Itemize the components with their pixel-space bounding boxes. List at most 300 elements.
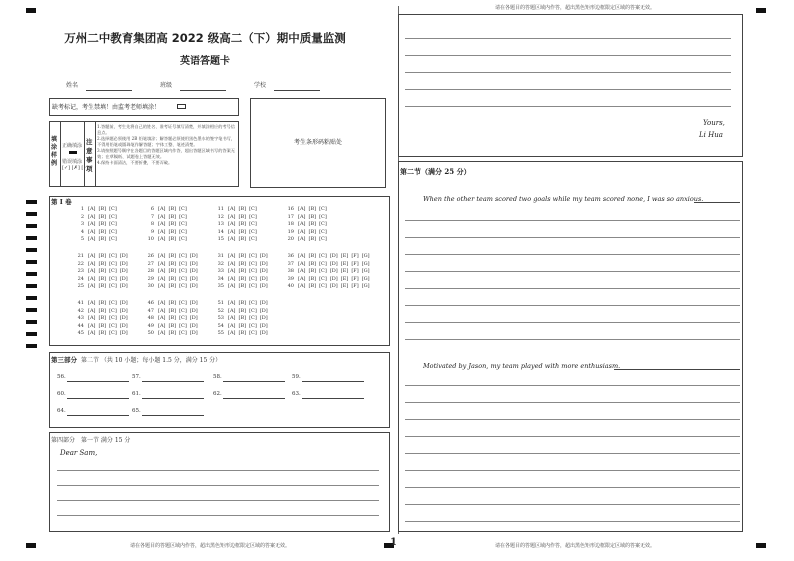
answer-bubble[interactable]: [A]	[88, 315, 96, 321]
answer-bubble[interactable]: [A]	[88, 268, 96, 274]
answer-bubble[interactable]: [D]	[119, 268, 128, 274]
answer-bubble[interactable]: [C]	[179, 213, 187, 220]
answer-bubble[interactable]: [C]	[249, 268, 257, 274]
answer-bubble[interactable]: [B]	[238, 322, 247, 329]
answer-bubble[interactable]: [A]	[88, 236, 96, 242]
answer-bubble[interactable]: [C]	[109, 330, 117, 336]
answer-bubble[interactable]: [A]	[228, 315, 236, 321]
question-number: 39	[287, 275, 294, 282]
answer-bubble[interactable]: [C]	[319, 260, 327, 267]
writing-line[interactable]	[405, 271, 740, 272]
answer-bubble[interactable]: [G]	[361, 260, 370, 267]
answer-bubble[interactable]: [C]	[319, 221, 327, 227]
answer-bubble[interactable]: [D]	[189, 275, 198, 282]
answer-bubble[interactable]: [B]	[168, 315, 177, 321]
answer-bubble[interactable]: [C]	[109, 300, 117, 306]
answer-bubble[interactable]: [C]	[109, 322, 117, 329]
answer-bubble[interactable]: [A]	[88, 206, 96, 212]
answer-bubble[interactable]: [D]	[119, 283, 128, 289]
answer-bubble[interactable]: [B]	[98, 275, 107, 282]
mcq-question-row	[214, 214, 260, 220]
answer-bubble[interactable]: [C]	[319, 213, 327, 220]
answer-bubble[interactable]: [G]	[361, 283, 370, 289]
answer-bubble[interactable]: [A]	[228, 236, 236, 242]
answer-bubble[interactable]: [C]	[179, 228, 187, 235]
answer-bubble[interactable]: [E]	[340, 253, 349, 259]
answer-bubble[interactable]: [B]	[98, 315, 107, 321]
answer-bubble[interactable]: [D]	[259, 300, 268, 306]
answer-bubble[interactable]: [C]	[109, 228, 117, 235]
question-number: 43	[77, 315, 84, 321]
answer-bubble[interactable]: [G]	[361, 253, 370, 259]
answer-bubble[interactable]: [A]	[298, 253, 306, 259]
writing-line[interactable]	[57, 500, 379, 501]
absent-checkbox[interactable]	[177, 104, 186, 109]
writing-line[interactable]	[405, 385, 740, 386]
writing-line[interactable]	[405, 487, 740, 488]
answer-bubble[interactable]: [C]	[179, 253, 187, 259]
answer-bubble[interactable]: [D]	[119, 275, 128, 282]
question-number: 24	[77, 275, 84, 282]
answer-bubble[interactable]: [C]	[319, 236, 327, 242]
answer-bubble[interactable]: [B]	[98, 213, 107, 220]
answer-bubble[interactable]: [B]	[98, 322, 107, 329]
notes-divider-left	[84, 121, 85, 187]
writing-line[interactable]	[405, 220, 740, 221]
answer-bubble[interactable]: [D]	[189, 253, 198, 259]
answer-bubble[interactable]: [A]	[158, 315, 166, 321]
answer-bubble[interactable]: [A]	[298, 260, 306, 267]
answer-bubble[interactable]: [D]	[189, 307, 198, 314]
section3-label: 第三部分	[51, 356, 77, 364]
answer-bubble[interactable]: [A]	[158, 206, 166, 212]
answer-bubble[interactable]: [C]	[179, 307, 187, 314]
answer-bubble[interactable]: [B]	[238, 213, 247, 220]
answer-bubble[interactable]: [B]	[168, 206, 177, 212]
answer-bubble[interactable]: [C]	[179, 283, 187, 289]
answer-bubble[interactable]: [A]	[158, 221, 166, 227]
answer-bubble[interactable]: [A]	[228, 228, 236, 235]
blank-number: 60.	[57, 391, 66, 397]
answer-bubble[interactable]: [B]	[238, 283, 247, 289]
answer-bubble[interactable]: [B]	[238, 260, 247, 267]
question-number: 7	[150, 213, 154, 220]
answer-bubble[interactable]: [G]	[361, 268, 370, 274]
answer-bubble[interactable]: [D]	[259, 330, 268, 336]
field-name-input[interactable]	[86, 90, 132, 91]
answer-bubble[interactable]: [D]	[119, 322, 128, 329]
answer-bubble[interactable]: [D]	[119, 307, 128, 314]
answer-bubble[interactable]: [A]	[228, 330, 236, 336]
answer-bubble[interactable]: [F]	[351, 260, 359, 267]
answer-bubble[interactable]: [C]	[109, 307, 117, 314]
blank-answer-line[interactable]	[142, 398, 204, 399]
answer-bubble[interactable]: [B]	[98, 300, 107, 306]
answer-bubble[interactable]: [D]	[259, 275, 268, 282]
mcq-question-row	[214, 315, 271, 321]
answer-bubble[interactable]: [B]	[308, 213, 317, 220]
answer-bubble[interactable]: [D]	[329, 253, 338, 259]
letter-closing: Yours,	[703, 119, 725, 127]
question-number: 41	[77, 300, 84, 306]
answer-bubble[interactable]: [C]	[109, 283, 117, 289]
writing-line[interactable]	[57, 515, 379, 516]
timing-mark	[26, 308, 37, 312]
blank-answer-line[interactable]	[302, 381, 364, 382]
answer-bubble[interactable]: [A]	[228, 221, 236, 227]
answer-bubble[interactable]: [F]	[351, 268, 359, 274]
answer-bubble[interactable]: [A]	[88, 260, 96, 267]
answer-bubble[interactable]: [A]	[88, 330, 96, 336]
answer-bubble[interactable]: [A]	[298, 275, 306, 282]
answer-bubble[interactable]: [D]	[189, 283, 198, 289]
field-class-input[interactable]	[180, 90, 226, 91]
writing-line[interactable]	[405, 288, 740, 289]
answer-bubble[interactable]: [A]	[228, 322, 236, 329]
answer-bubble[interactable]: [A]	[228, 275, 236, 282]
answer-bubble[interactable]: [A]	[88, 221, 96, 227]
answer-bubble[interactable]: [A]	[158, 228, 166, 235]
answer-bubble[interactable]: [C]	[249, 300, 257, 306]
answer-bubble[interactable]: [B]	[168, 228, 177, 235]
answer-bubble[interactable]: [C]	[249, 253, 257, 259]
answer-bubble[interactable]: [A]	[298, 268, 306, 274]
answer-bubble[interactable]: [A]	[228, 206, 236, 212]
corner-mark-tl	[26, 8, 36, 13]
answer-bubble[interactable]: [A]	[228, 253, 236, 259]
answer-bubble[interactable]: [A]	[158, 330, 166, 336]
answer-bubble[interactable]: [B]	[308, 206, 317, 212]
question-number: 29	[147, 275, 154, 282]
blank-answer-line[interactable]	[67, 415, 129, 416]
answer-bubble[interactable]: [D]	[189, 315, 198, 321]
answer-bubble[interactable]: [B]	[168, 268, 177, 274]
answer-bubble[interactable]: [C]	[249, 260, 257, 267]
answer-bubble[interactable]: [C]	[249, 221, 257, 227]
writing-line[interactable]	[57, 485, 379, 486]
answer-bubble[interactable]: [A]	[158, 307, 166, 314]
answer-bubble[interactable]: [D]	[259, 315, 268, 321]
answer-bubble[interactable]: [A]	[88, 228, 96, 235]
answer-bubble[interactable]: [B]	[168, 275, 177, 282]
answer-bubble[interactable]: [A]	[88, 275, 96, 282]
notes-list	[97, 124, 237, 166]
prompt1-blank[interactable]	[694, 202, 740, 203]
answer-bubble[interactable]: [C]	[179, 206, 187, 212]
answer-bubble[interactable]: [B]	[308, 268, 317, 274]
answer-bubble[interactable]: [A]	[228, 268, 236, 274]
answer-bubble[interactable]: [A]	[298, 206, 306, 212]
answer-bubble[interactable]: [F]	[351, 283, 359, 289]
continuation-prompt-1: When the other team scored two goals while my team scored none, I was so anxious.	[423, 195, 704, 203]
answer-bubble[interactable]: [B]	[308, 253, 317, 259]
answer-bubble[interactable]: [C]	[179, 322, 187, 329]
answer-bubble[interactable]: [B]	[98, 236, 107, 242]
prompt2-blank[interactable]	[614, 369, 740, 370]
answer-bubble[interactable]: [B]	[238, 268, 247, 274]
answer-bubble[interactable]: [C]	[109, 268, 117, 274]
answer-bubble[interactable]: [C]	[319, 283, 327, 289]
answer-bubble[interactable]: [B]	[98, 228, 107, 235]
answer-bubble[interactable]: [B]	[168, 253, 177, 259]
answer-bubble[interactable]: [A]	[228, 283, 236, 289]
answer-bubble[interactable]: [F]	[351, 275, 359, 282]
answer-bubble[interactable]: [C]	[319, 228, 327, 235]
answer-bubble[interactable]: [A]	[88, 322, 96, 329]
answer-bubble[interactable]: [A]	[158, 236, 166, 242]
answer-bubble[interactable]: [D]	[329, 268, 338, 274]
mcq-question-row	[74, 276, 131, 282]
answer-bubble[interactable]: [B]	[98, 330, 107, 336]
writing-line[interactable]	[405, 453, 740, 454]
answer-bubble[interactable]: [A]	[158, 300, 166, 306]
answer-bubble[interactable]: [B]	[98, 206, 107, 212]
mcq-question-row	[214, 268, 271, 274]
blank-answer-line[interactable]	[223, 381, 285, 382]
answer-bubble[interactable]: [B]	[168, 283, 177, 289]
answer-bubble[interactable]: [C]	[249, 236, 257, 242]
answer-bubble[interactable]: [B]	[308, 283, 317, 289]
answer-bubble[interactable]: [A]	[158, 253, 166, 259]
answer-bubble[interactable]: [C]	[109, 221, 117, 227]
answer-bubble[interactable]: [C]	[179, 236, 187, 242]
answer-bubble[interactable]: [C]	[179, 260, 187, 267]
section4-label: 第四部分	[51, 437, 76, 444]
answer-bubble[interactable]: [B]	[98, 283, 107, 289]
answer-bubble[interactable]: [B]	[168, 330, 177, 336]
answer-bubble[interactable]: [B]	[308, 236, 317, 242]
answer-bubble[interactable]: [D]	[119, 260, 128, 267]
answer-bubble[interactable]: [D]	[259, 268, 268, 274]
mcq-question-row	[74, 261, 131, 267]
blank-answer-line[interactable]	[67, 398, 129, 399]
answer-bubble[interactable]: [B]	[238, 307, 247, 314]
question-number: 22	[77, 260, 84, 267]
answer-bubble[interactable]: [A]	[228, 300, 236, 306]
writing-line[interactable]	[405, 322, 740, 323]
writing-line[interactable]	[57, 470, 379, 471]
answer-bubble[interactable]: [B]	[98, 307, 107, 314]
answer-bubble[interactable]: [D]	[189, 300, 198, 306]
answer-bubble[interactable]: [C]	[109, 253, 117, 259]
answer-bubble[interactable]: [B]	[98, 221, 107, 227]
answer-bubble[interactable]: [B]	[98, 260, 107, 267]
answer-bubble[interactable]: [D]	[119, 330, 128, 336]
answer-bubble[interactable]: [E]	[340, 283, 349, 289]
answer-bubble[interactable]: [A]	[298, 221, 306, 227]
answer-bubble[interactable]: [C]	[249, 330, 257, 336]
answer-bubble[interactable]: [C]	[249, 322, 257, 329]
writing-line[interactable]	[405, 436, 740, 437]
mcq-question-row	[144, 323, 201, 329]
question-number: 4	[80, 228, 84, 235]
answer-bubble[interactable]: [A]	[158, 283, 166, 289]
answer-bubble[interactable]: [C]	[249, 206, 257, 212]
question-number: 9	[150, 228, 154, 235]
answer-bubble[interactable]: [C]	[109, 213, 117, 220]
blank-number: 58.	[213, 374, 222, 380]
answer-bubble[interactable]: [A]	[158, 213, 166, 220]
answer-bubble[interactable]: [G]	[361, 275, 370, 282]
answer-bubble[interactable]: [E]	[340, 260, 349, 267]
answer-bubble[interactable]: [A]	[228, 307, 236, 314]
question-number: 44	[77, 322, 84, 329]
answer-bubble[interactable]: [A]	[228, 260, 236, 267]
answer-bubble[interactable]: [D]	[329, 275, 338, 282]
answer-bubble[interactable]: [C]	[249, 275, 257, 282]
blank-answer-line[interactable]	[142, 381, 204, 382]
blank-answer-line[interactable]	[67, 381, 129, 382]
answer-bubble[interactable]: [B]	[168, 221, 177, 227]
answer-bubble[interactable]: [C]	[319, 275, 327, 282]
answer-bubble[interactable]: [B]	[168, 236, 177, 242]
answer-bubble[interactable]: [B]	[238, 275, 247, 282]
answer-bubble[interactable]: [C]	[179, 330, 187, 336]
answer-bubble[interactable]: [A]	[158, 260, 166, 267]
answer-bubble[interactable]: [B]	[168, 307, 177, 314]
footer-note-left: 请在各题目的答题区域内作答，超出黑色矩形边框限定区域的答案无效。	[129, 543, 290, 549]
writing-line[interactable]	[405, 72, 731, 73]
answer-bubble[interactable]: [A]	[158, 268, 166, 274]
answer-bubble[interactable]: [C]	[179, 315, 187, 321]
answer-bubble[interactable]: [B]	[308, 221, 317, 227]
answer-bubble[interactable]: [D]	[259, 307, 268, 314]
answer-bubble[interactable]: [B]	[238, 228, 247, 235]
writing-line[interactable]	[405, 38, 731, 39]
answer-bubble[interactable]: [C]	[179, 268, 187, 274]
answer-bubble[interactable]: [C]	[109, 236, 117, 242]
answer-bubble[interactable]: [D]	[119, 253, 128, 259]
answer-bubble[interactable]: [A]	[298, 283, 306, 289]
answer-bubble[interactable]: [C]	[319, 253, 327, 259]
blank-answer-line[interactable]	[302, 398, 364, 399]
answer-bubble[interactable]: [B]	[238, 315, 247, 321]
answer-bubble[interactable]: [C]	[179, 300, 187, 306]
answer-bubble[interactable]: [B]	[98, 268, 107, 274]
mcq-question-row	[284, 206, 330, 212]
answer-bubble[interactable]: [D]	[329, 260, 338, 267]
answer-bubble[interactable]: [A]	[298, 228, 306, 235]
answer-bubble[interactable]: [A]	[88, 283, 96, 289]
answer-bubble[interactable]: [B]	[238, 236, 247, 242]
answer-bubble[interactable]: [B]	[308, 275, 317, 282]
writing-line[interactable]	[405, 339, 740, 340]
blank-number: 64.	[57, 408, 66, 414]
answer-bubble[interactable]: [B]	[238, 253, 247, 259]
writing-line[interactable]	[405, 89, 731, 90]
answer-bubble[interactable]: [A]	[88, 213, 96, 220]
answer-bubble[interactable]: [C]	[319, 206, 327, 212]
answer-bubble[interactable]: [B]	[308, 228, 317, 235]
writing-line[interactable]	[405, 504, 740, 505]
answer-bubble[interactable]: [B]	[238, 300, 247, 306]
answer-bubble[interactable]: [D]	[189, 260, 198, 267]
answer-bubble[interactable]: [B]	[168, 300, 177, 306]
answer-bubble[interactable]: [B]	[238, 330, 247, 336]
field-school-label: 学校	[254, 82, 267, 89]
answer-bubble[interactable]: [C]	[249, 283, 257, 289]
answer-bubble[interactable]: [D]	[259, 322, 268, 329]
question-number: 11	[217, 206, 224, 212]
answer-bubble[interactable]: [A]	[298, 213, 306, 220]
writing-line[interactable]	[405, 470, 740, 471]
field-school-input[interactable]	[274, 90, 320, 91]
blank-answer-line[interactable]	[142, 415, 204, 416]
answer-bubble[interactable]: [D]	[189, 268, 198, 274]
answer-bubble[interactable]: [B]	[98, 253, 107, 259]
answer-bubble[interactable]: [B]	[168, 213, 177, 220]
answer-bubble[interactable]: [B]	[238, 221, 247, 227]
answer-bubble[interactable]: [D]	[189, 330, 198, 336]
mcq-question-row	[144, 253, 201, 259]
question-number: 19	[287, 228, 294, 235]
mcq-question-row	[284, 214, 330, 220]
answer-bubble[interactable]: [C]	[249, 315, 257, 321]
answer-bubble[interactable]: [B]	[238, 206, 247, 212]
answer-bubble[interactable]: [A]	[158, 322, 166, 329]
corner-mark-bl	[26, 543, 36, 548]
mcq-question-row	[284, 261, 373, 267]
answer-bubble[interactable]: [C]	[179, 275, 187, 282]
answer-bubble[interactable]: [A]	[88, 307, 96, 314]
answer-bubble[interactable]: [B]	[168, 322, 177, 329]
blank-number: 59.	[292, 374, 301, 380]
answer-bubble[interactable]: [D]	[259, 283, 268, 289]
question-number: 36	[287, 253, 294, 259]
answer-bubble[interactable]: [C]	[109, 315, 117, 321]
answer-bubble[interactable]: [D]	[259, 260, 268, 267]
writing-line[interactable]	[405, 55, 731, 56]
answer-bubble[interactable]: [A]	[88, 300, 96, 306]
answer-bubble[interactable]: [A]	[158, 275, 166, 282]
writing-line[interactable]	[405, 305, 740, 306]
writing-line[interactable]	[405, 419, 740, 420]
writing-line[interactable]	[405, 521, 740, 522]
answer-bubble[interactable]: [A]	[88, 253, 96, 259]
writing-line[interactable]	[405, 402, 740, 403]
answer-bubble[interactable]: [B]	[308, 260, 317, 267]
mcq-question-row	[74, 323, 131, 329]
timing-mark	[26, 332, 37, 336]
writing-line[interactable]	[405, 106, 731, 107]
answer-bubble[interactable]: [E]	[340, 268, 349, 274]
answer-bubble[interactable]: [D]	[119, 300, 128, 306]
answer-bubble[interactable]: [F]	[351, 253, 359, 259]
answer-bubble[interactable]: [C]	[249, 228, 257, 235]
answer-bubble[interactable]: [C]	[249, 213, 257, 220]
answer-bubble[interactable]: [E]	[340, 275, 349, 282]
answer-bubble[interactable]: [A]	[298, 236, 306, 242]
writing-line[interactable]	[405, 237, 740, 238]
timing-mark	[26, 200, 37, 204]
answer-bubble[interactable]: [D]	[119, 315, 128, 321]
answer-bubble[interactable]: [C]	[319, 268, 327, 274]
answer-bubble[interactable]: [C]	[109, 260, 117, 267]
answer-bubble[interactable]: [C]	[109, 206, 117, 212]
answer-bubble[interactable]: [C]	[249, 307, 257, 314]
answer-bubble[interactable]: [D]	[329, 283, 338, 289]
answer-bubble[interactable]: [D]	[189, 322, 198, 329]
answer-bubble[interactable]: [A]	[228, 213, 236, 220]
writing-line[interactable]	[405, 254, 740, 255]
mcq-question-row	[284, 221, 330, 227]
mcq-question-row	[74, 330, 131, 336]
answer-bubble[interactable]: [C]	[109, 275, 117, 282]
blank-answer-line[interactable]	[223, 398, 285, 399]
answer-bubble[interactable]: [B]	[168, 260, 177, 267]
answer-bubble[interactable]: [D]	[259, 253, 268, 259]
answer-bubble[interactable]: [C]	[179, 221, 187, 227]
